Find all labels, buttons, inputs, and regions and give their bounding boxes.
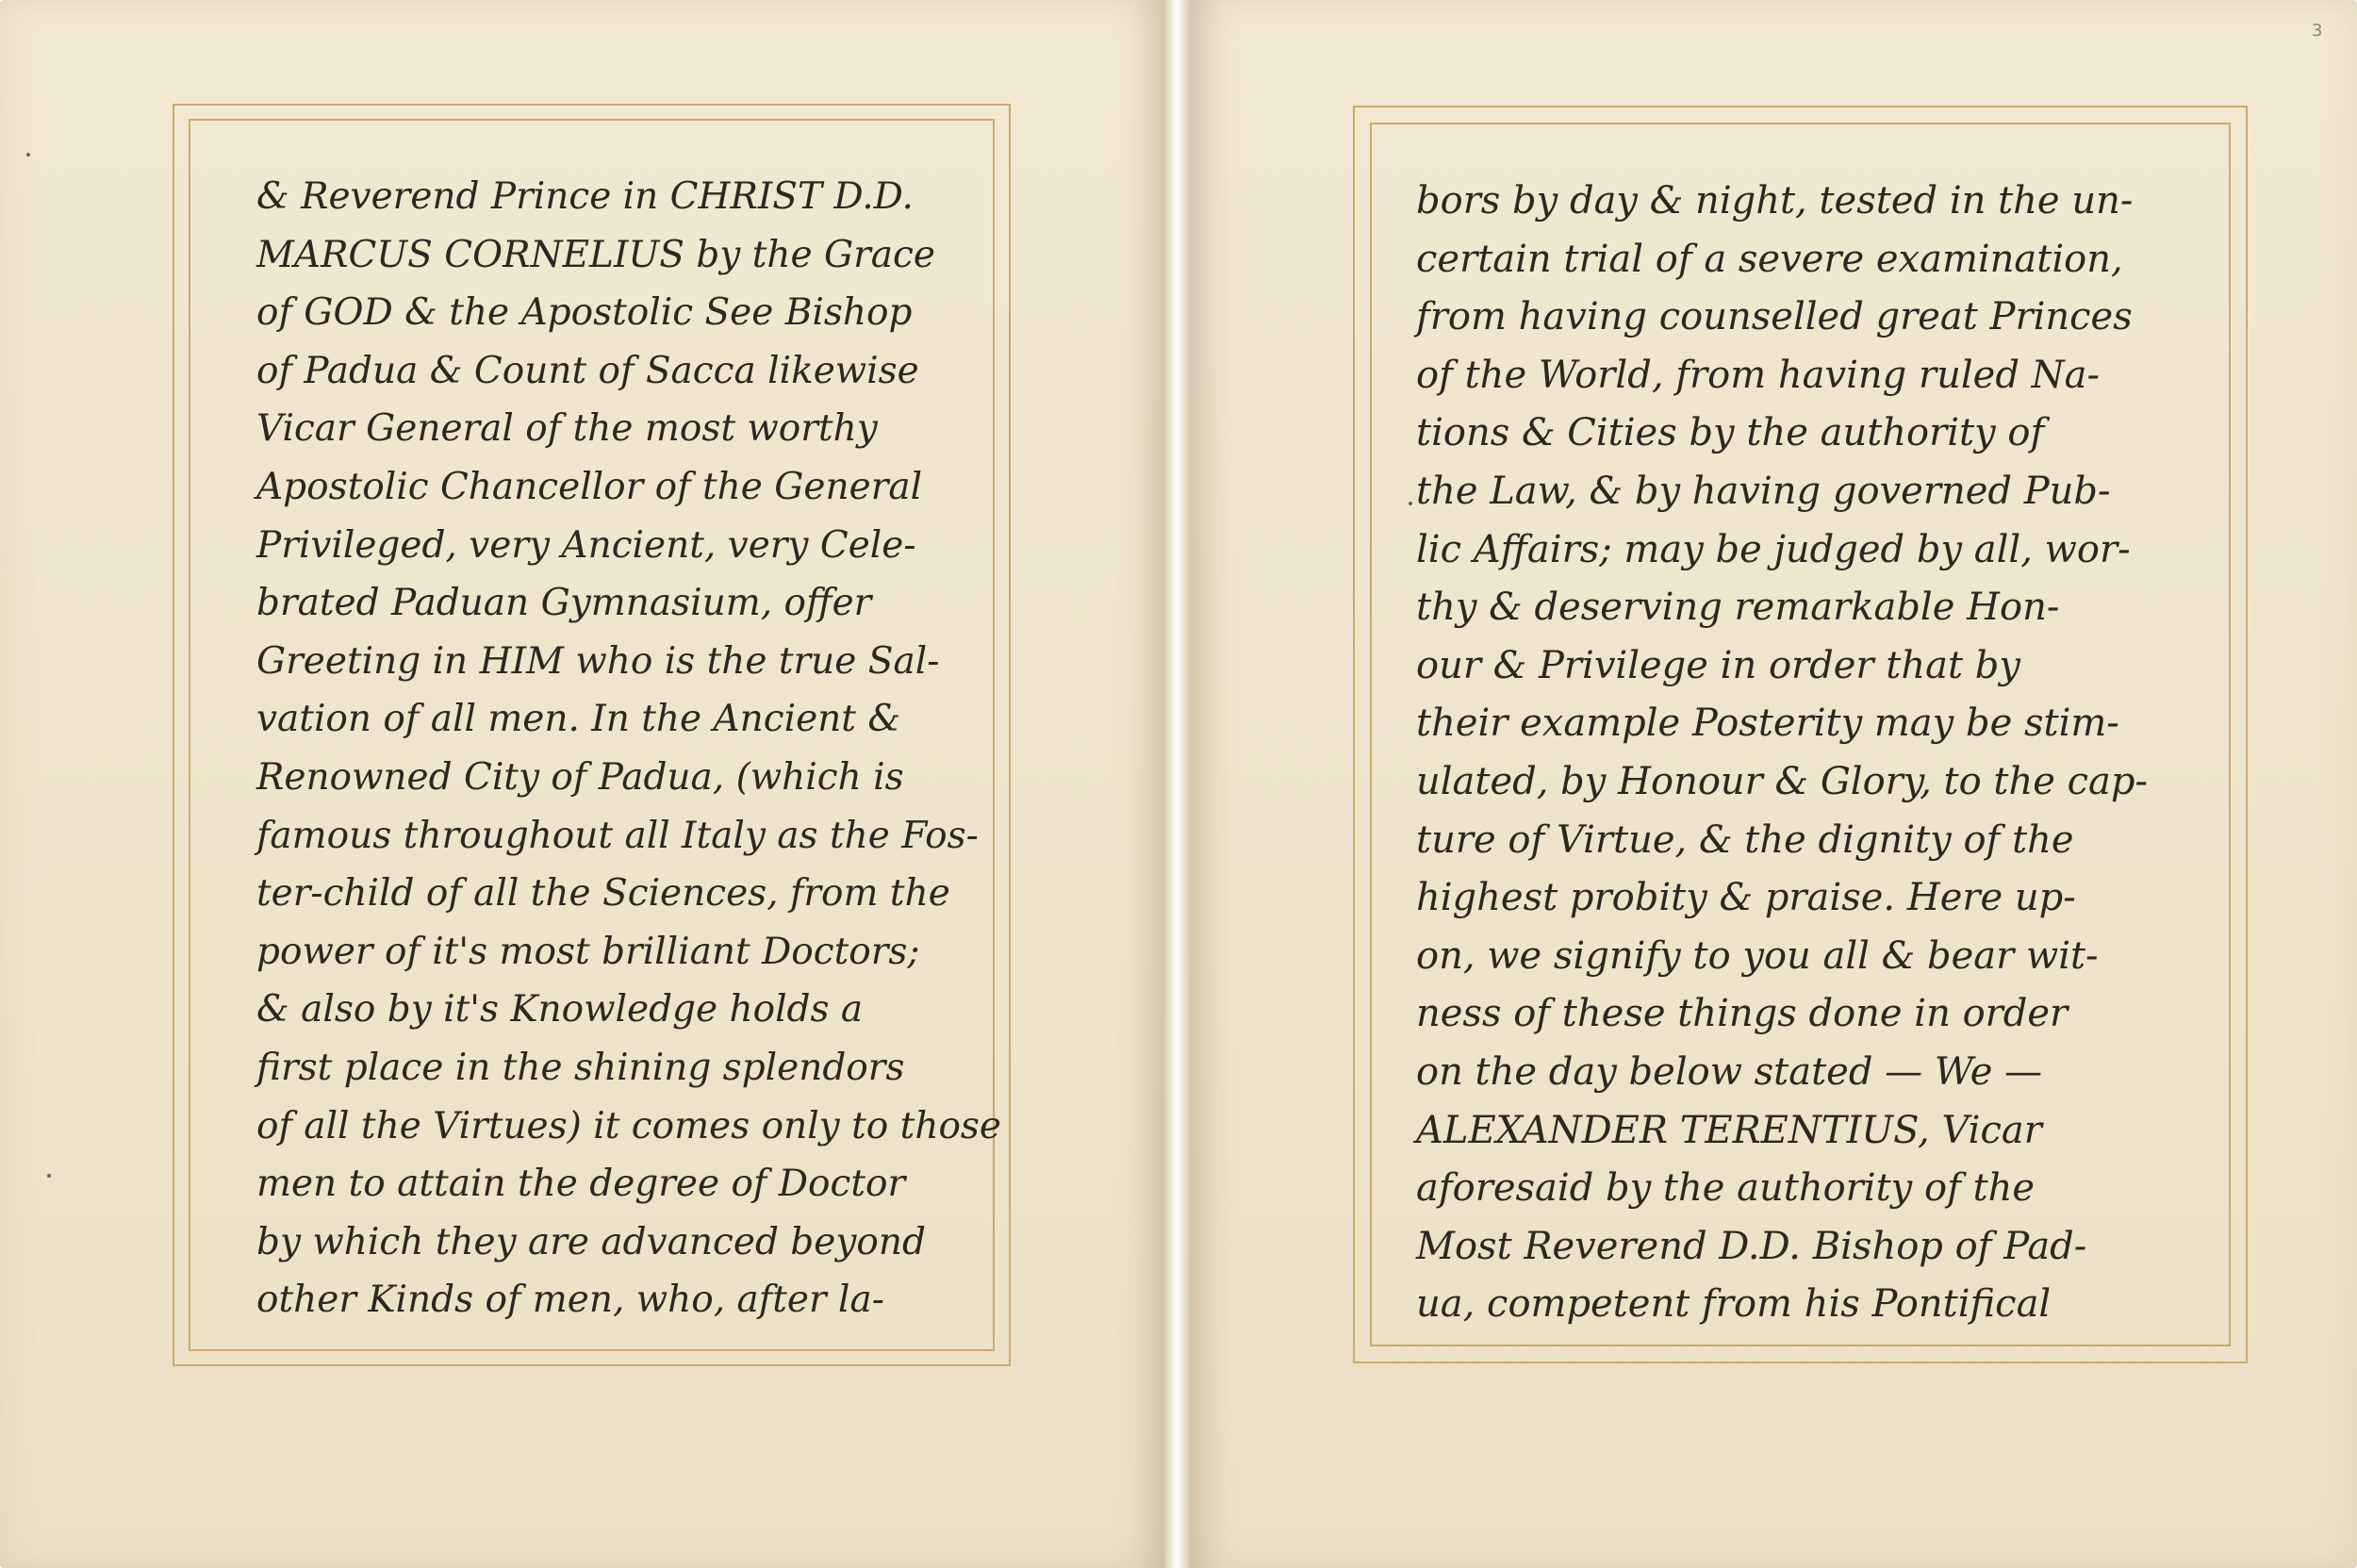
text-line: MARCUS CORNELIUS by the Grace [256, 233, 935, 276]
text-line: bors by day & night, tested in the un- [1416, 179, 2134, 223]
text-line: highest probity & praise. Here up- [1416, 876, 2076, 920]
text-line: of Padua & Count of Sacca likewise [256, 349, 919, 392]
text-line: Vicar General of the most worthy [256, 407, 878, 451]
text-line: ua, competent from his Pontifical [1416, 1282, 2052, 1327]
text-line: of the World, from having ruled Na- [1416, 353, 2101, 397]
text-line: Privileged, very Ancient, very Cele- [256, 523, 916, 567]
right-page-text [1416, 173, 2208, 1334]
left-page [0, 0, 1164, 1568]
paper-speck [26, 153, 30, 157]
text-line: their example Posterity may be stim- [1416, 701, 2119, 746]
text-line: Most Reverend D.D. Bishop of Pad- [1416, 1224, 2087, 1268]
text-line: other Kinds of men, who, after la- [256, 1279, 884, 1322]
text-line: ter-child of all the Sciences, from the [256, 872, 950, 916]
text-line: brated Paduan Gymnasium, offer [256, 582, 872, 625]
right-page [1190, 0, 2357, 1568]
text-line: aforesaid by the authority of the [1416, 1166, 2036, 1211]
text-line: of all the Virtues) it comes only to those [256, 1104, 1002, 1147]
book-gutter [1164, 0, 1190, 1568]
text-line: thy & deserving remarkable Hon- [1416, 586, 2060, 630]
text-line: Renowned City of Padua, (which is [256, 755, 904, 799]
text-line: ture of Virtue, & the dignity of the [1416, 817, 2074, 862]
text-line: ulated, by Honour & Glory, to the cap- [1416, 759, 2148, 803]
text-line: on the day below stated — We — [1416, 1049, 2043, 1094]
text-line: & Reverend Prince in CHRIST D.D. [256, 175, 914, 218]
text-line: & also by it's Knowledge holds a [256, 988, 864, 1032]
text-line: first place in the shining splendors [256, 1046, 905, 1089]
text-line: the Law, & by having governed Pub- [1416, 469, 2111, 513]
text-line: Greeting in HIM who is the true Sal- [256, 639, 940, 683]
left-page-text [256, 168, 1002, 1329]
text-line: tions & Cities by the authority of [1416, 411, 2045, 455]
text-line: by which they are advanced beyond [256, 1220, 926, 1263]
page-number: 3 [2312, 21, 2323, 41]
text-line: from having counselled great Princes [1416, 295, 2133, 339]
text-line: on, we signify to you all & bear wit- [1416, 933, 2099, 978]
text-line: men to attain the degree of Doctor [256, 1163, 906, 1206]
paper-speck [1409, 502, 1412, 505]
text-line: lic Affairs; may be judged by all, wor- [1416, 527, 2131, 571]
text-line: certain trial of a severe examination, [1416, 237, 2123, 281]
text-line: our & Privilege in order that by [1416, 643, 2020, 687]
text-line: ALEXANDER TERENTIUS, Vicar [1416, 1108, 2042, 1152]
text-line: of GOD & the Apostolic See Bishop [256, 291, 913, 335]
text-line: famous throughout all Italy as the Fos- [256, 814, 979, 857]
text-line: ness of these things done in order [1416, 992, 2069, 1036]
text-line: vation of all men. In the Ancient & [256, 698, 901, 741]
text-line: Apostolic Chancellor of the General [256, 465, 923, 508]
paper-speck [47, 1174, 51, 1178]
text-line: power of it's most brilliant Doctors; [256, 930, 920, 973]
